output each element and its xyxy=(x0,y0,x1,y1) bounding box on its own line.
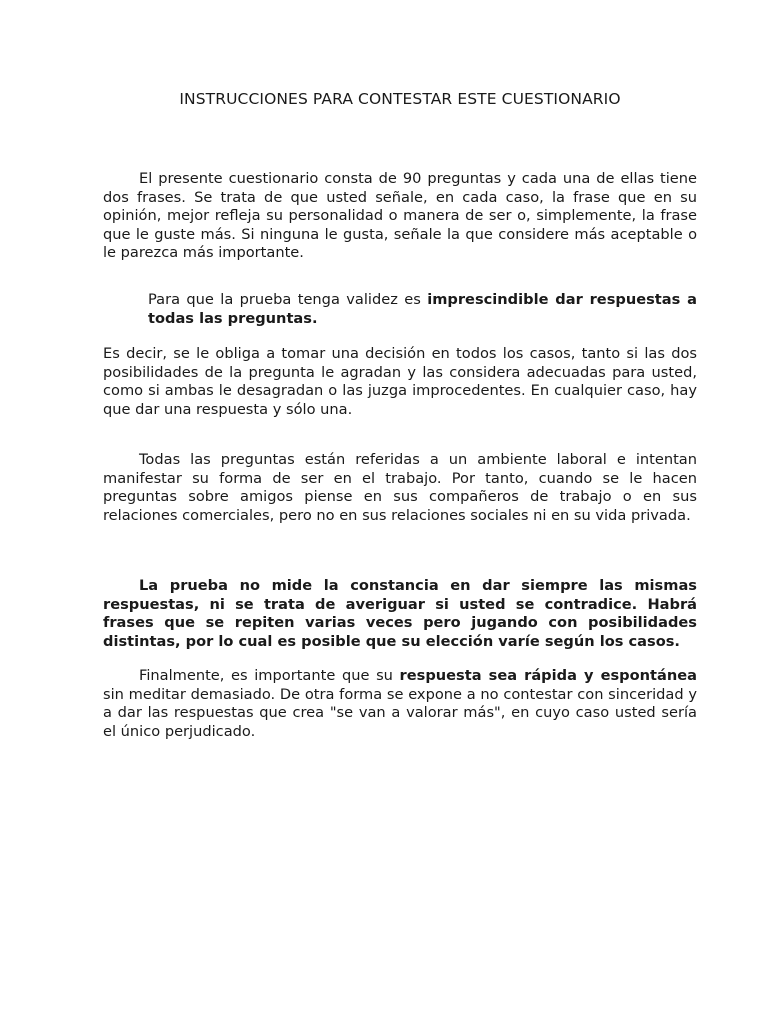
paragraph-final xyxy=(103,667,697,741)
paragraph-work-context: Todas las preguntas están referidas a un ambiente laboral e intentan manifestar su forma de ser en el trabajo. Por tanto, cuando se le hacen preguntas sobre amigos piense en sus compañeros de trabajo o en sus relaciones comerciales, pero no en sus relaciones sociales ni en su vida privada. xyxy=(103,451,697,524)
paragraph-final-rest: sin meditar demasiado. De otra forma se expone a no contestar con sinceridad y a dar las respuestas que crea "se van a valorar más", en cuyo caso usted sería el único perjudicado. xyxy=(103,685,697,740)
paragraph-final-lead: Finalmente, es importante que su xyxy=(139,667,400,684)
paragraph-intro: El presente cuestionario consta de 90 preguntas y cada una de ellas tiene dos frases. Se trata de que usted señale, en cada caso, la frase que en su opinión, mejor refleja su personalidad o manera de ser o, simplemente, la frase que le guste más. Si ninguna le gusta, señale la que considere más aceptable o le parezca más importante. xyxy=(103,170,697,261)
paragraph-validity-lead: Para que la prueba tenga validez es xyxy=(148,291,428,308)
paragraph-validity xyxy=(148,291,697,328)
paragraph-decision: Es decir, se le obliga a tomar una decisión en todos los casos, tanto si las dos posibilidades de la pregunta le agradan y las considera adecuadas para usted, como si ambas le desagradan o las juzga improcedentes. En cualquier caso, hay que dar una respuesta y sólo una. xyxy=(103,345,697,418)
paragraph-final-emphasis: respuesta sea rápida y espontánea xyxy=(399,667,697,684)
paragraph-validity-emphasis: imprescindible dar respuestas a todas las preguntas. xyxy=(148,291,697,327)
paragraph-consistency-note: La prueba no mide la constancia en dar siempre las mismas respuestas, ni se trata de averiguar si usted se contradice. Habrá frases que se repiten varias veces pero jugando con posibilidades distintas, por lo cual es posible que su elección varíe según los casos. xyxy=(103,577,697,650)
document-title: INSTRUCCIONES PARA CONTESTAR ESTE CUESTIONARIO xyxy=(179,90,621,108)
